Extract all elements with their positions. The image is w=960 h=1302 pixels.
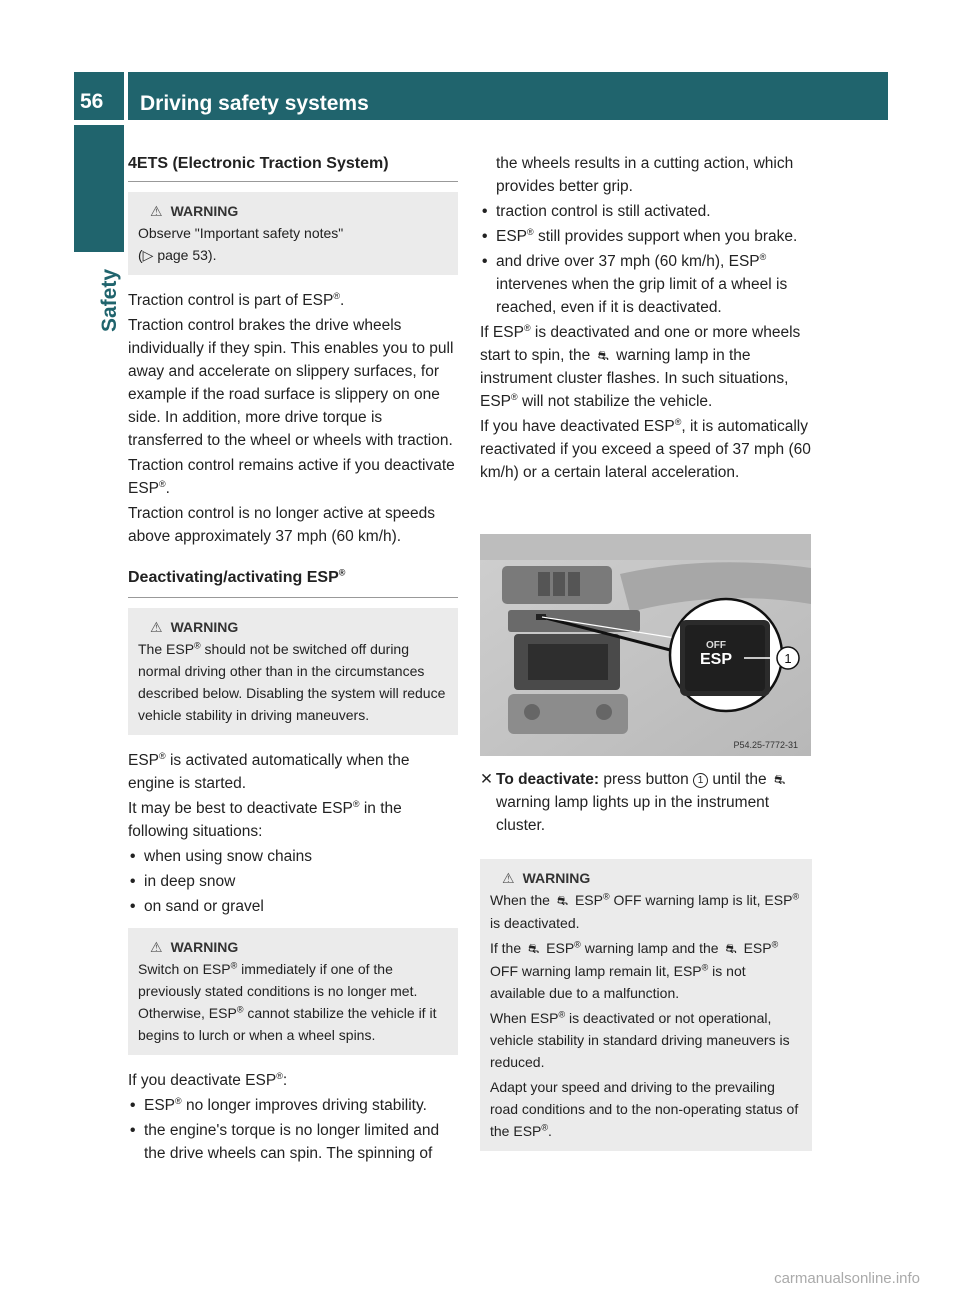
skid-car-icon: ⛐ <box>528 941 540 956</box>
section-title: Driving safety systems <box>140 92 369 115</box>
warning-box-4 <box>480 859 812 1151</box>
instruction-step: ✕ To deactivate: press button 1 until the ⛐ warning lamp lights up in the instrument cluster. <box>480 768 812 837</box>
footer-watermark: carmanualsonline.info <box>774 1270 920 1287</box>
photo-code: P54.25-7772-31 <box>733 740 798 750</box>
side-tab <box>74 252 124 332</box>
photo-callout-number: 1 <box>784 651 792 666</box>
paragraph: Traction control is part of ESP®. <box>128 290 345 309</box>
warning-text: When ESP® is deactivated or not operational, vehicle stability in standard driving maneuvers is reduced. <box>490 1009 790 1070</box>
warning-text: (▷ page 53). <box>138 247 217 263</box>
warning-text: When the ⛐ ESP® OFF warning lamp is lit, ESP® is deactivated. <box>490 891 800 931</box>
photo-esp-label: ESP <box>699 651 733 668</box>
list-item: • when using snow chains <box>128 845 458 868</box>
paragraph: Traction control remains active if you deactivate ESP®. <box>128 457 455 497</box>
warning-title: ⚠ WARNING <box>490 867 802 889</box>
warning-title: ⚠ WARNING <box>138 936 448 958</box>
list-item: • the engine's torque is no longer limited and the drive wheels can spin. The spinning of <box>128 1119 458 1165</box>
page-number: 56 <box>80 90 104 113</box>
paragraph: It may be best to deactivate ESP® in the following situations: <box>128 798 402 840</box>
skid-car-icon: ⛐ <box>597 348 609 363</box>
paragraph: If ESP® is deactivated and one or more wheels start to spin, the ⛐ warning lamp in the instrument cluster flashes. In such situations, ESP® will not stabilize the vehicle. <box>480 322 801 410</box>
paragraph: Traction control is no longer active at speeds above approximately 37 mph (60 km/h). <box>128 505 436 545</box>
warning-text: Switch on ESP® immediately if one of the previously stated conditions is no longer met. Otherwise, ESP® cannot stabilize the vehicle if it begins to lurch or when a wheel spins. <box>138 960 437 1043</box>
left-column <box>128 152 458 1165</box>
list-item: • and drive over 37 mph (60 km/h), ESP® intervenes when the grip limit of a wheel is reached, even if it is deactivated. <box>480 250 812 319</box>
esp-off-icon: ⛐ <box>773 772 786 787</box>
esp-off-icon: ⛐ <box>556 893 569 908</box>
warning-box-2 <box>128 608 458 735</box>
list-item: • ESP® no longer improves driving stability. <box>128 1094 458 1117</box>
paragraph: ESP® is activated automatically when the engine is started. <box>128 750 410 792</box>
warning-triangle-icon: ⚠ <box>150 619 163 635</box>
callout-1-icon: 1 <box>693 773 708 788</box>
warning-text: The ESP® should not be switched off during normal driving other than in the circumstances described below. Disabling the system will reduce vehicle stability in driving maneuvers. <box>138 640 446 723</box>
side-tab-label: Safety <box>98 268 121 332</box>
side-block <box>74 125 124 252</box>
warning-triangle-icon: ⚠ <box>150 203 163 219</box>
list-item: • in deep snow <box>128 870 458 893</box>
dashboard-esp-photo <box>480 534 811 756</box>
warning-text: If the ⛐ ESP® warning lamp and the ⛐ ESP® OFF warning lamp remain lit, ESP® is not available due to a malfunction. <box>490 939 779 1001</box>
warning-triangle-icon: ⚠ <box>150 939 163 955</box>
list-item: • ESP® still provides support when you brake. <box>480 225 812 248</box>
photo-off-label: OFF <box>706 640 726 651</box>
paragraph: Traction control brakes the drive wheels individually if they spin. This enables you to pull away and accelerate on slippery surfaces, for example if the road surface is slippery on one side. In addition, more drive torque is transferred to the wheel or wheels with traction. <box>128 317 454 449</box>
paragraph: If you deactivate ESP®: <box>128 1070 288 1089</box>
heading-deactivating-esp: Deactivating/activating ESP® <box>128 566 458 598</box>
warning-triangle-icon: ⚠ <box>502 870 515 886</box>
warning-title: ⚠ WARNING <box>138 616 448 638</box>
warning-text: Observe "Important safety notes" <box>138 225 344 241</box>
esp-off-icon: ⛐ <box>725 941 737 956</box>
header-separator <box>124 72 128 120</box>
warning-box-1 <box>128 192 458 275</box>
right-column-lower <box>480 768 812 1151</box>
warning-title: ⚠ WARNING <box>138 200 448 222</box>
step-arrow-icon: ✕ <box>480 771 493 788</box>
list-item-continuation: the wheels results in a cutting action, which provides better grip. <box>496 155 794 195</box>
list-item: • on sand or gravel <box>128 895 458 918</box>
right-column <box>480 152 812 484</box>
list-item: • traction control is still activated. <box>480 200 812 223</box>
heading-4ets: 4ETS (Electronic Traction System) <box>128 152 458 182</box>
paragraph: If you have deactivated ESP®, it is automatically reactivated if you exceed a speed of 37 mph (60 km/h) or a certain lateral acceleration. <box>480 416 811 481</box>
warning-text: Adapt your speed and driving to the prevailing road conditions and to the non-operating status of the ESP®. <box>490 1079 799 1139</box>
warning-box-3 <box>128 928 458 1055</box>
